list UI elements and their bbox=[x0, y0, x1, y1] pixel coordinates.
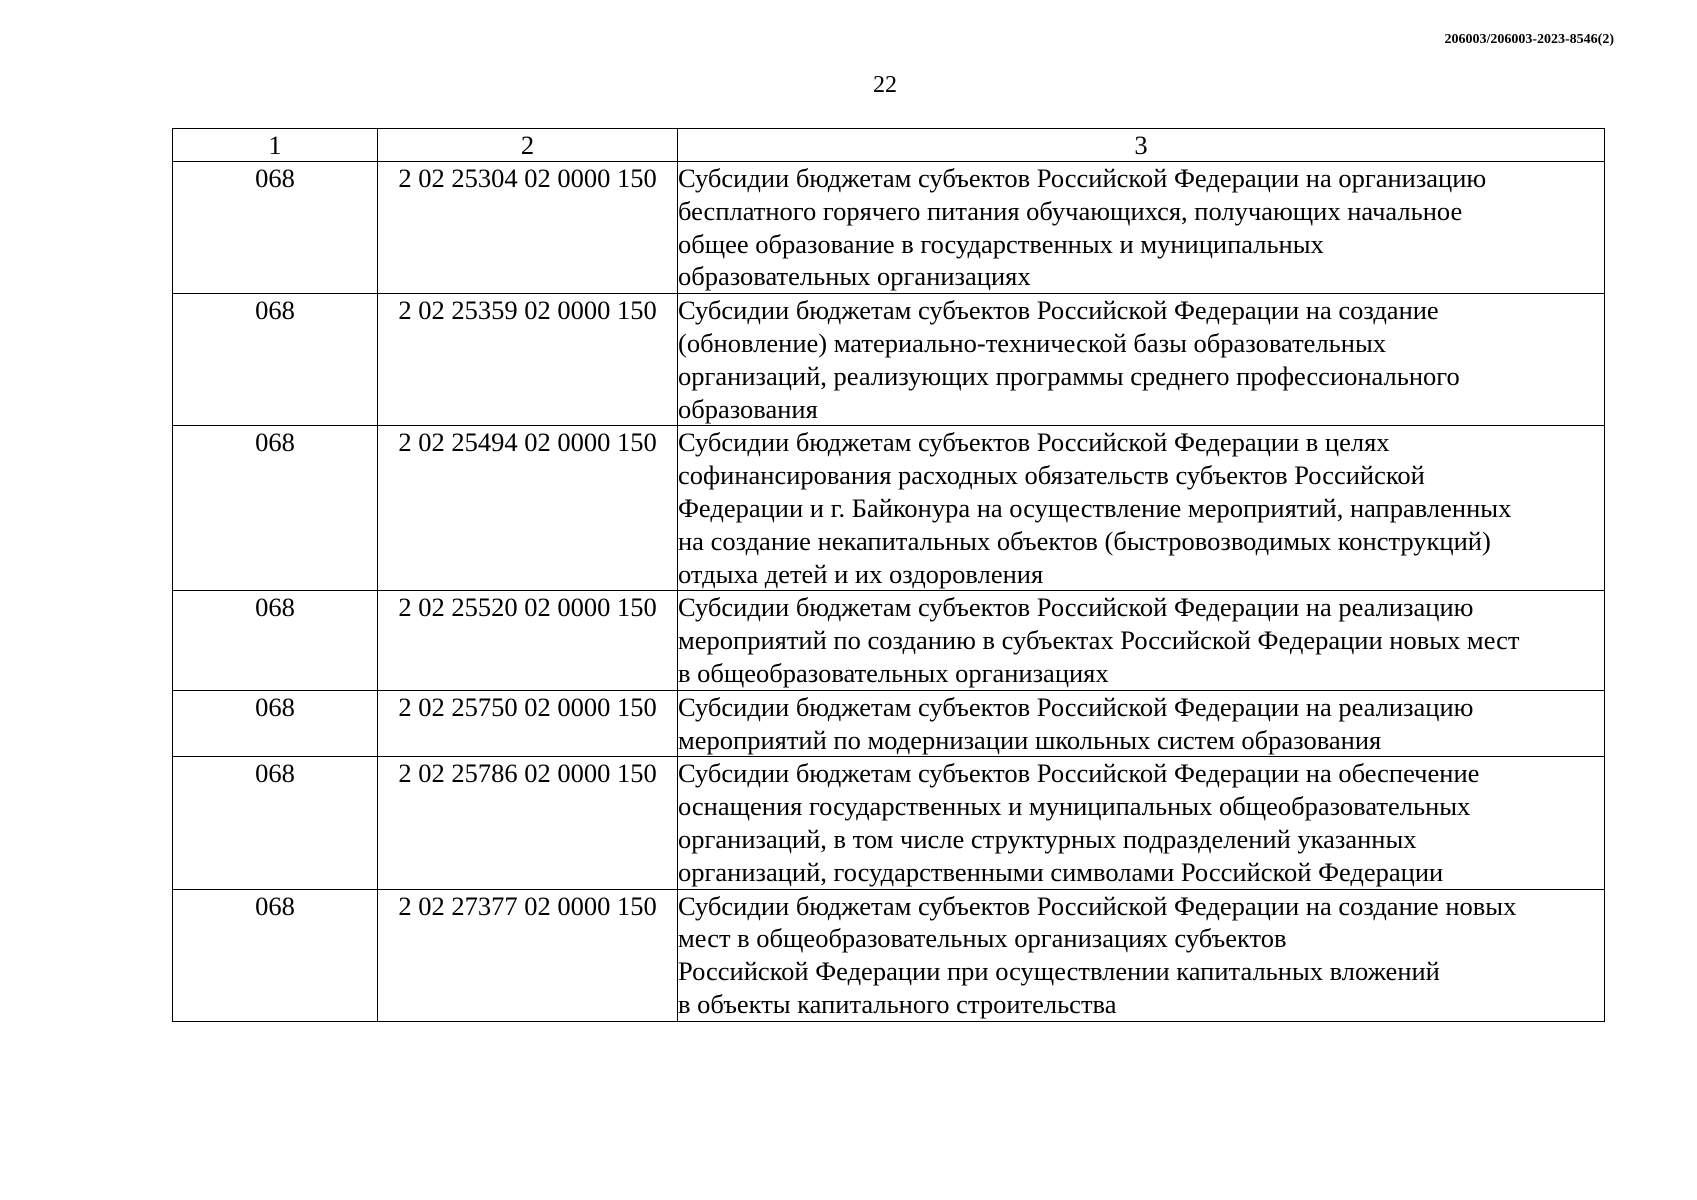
budget-classification-code-cell: 2 02 27377 02 0000 150 bbox=[378, 889, 678, 1021]
admin-code-cell: 068 bbox=[173, 757, 378, 889]
table-row bbox=[173, 162, 1605, 294]
budget-classification-code-cell: 2 02 25359 02 0000 150 bbox=[378, 294, 678, 426]
admin-code-cell: 068 bbox=[173, 426, 378, 591]
admin-code-cell: 068 bbox=[173, 889, 378, 1021]
budget-classification-code-cell: 2 02 25520 02 0000 150 bbox=[378, 591, 678, 690]
description-line: (обновление) материально-технической базы образовательных bbox=[678, 327, 1386, 358]
page-number: 22 bbox=[873, 72, 897, 98]
table-row bbox=[173, 591, 1605, 690]
description-line: отдыха детей и их оздоровления bbox=[678, 558, 1044, 589]
admin-code-cell: 068 bbox=[173, 162, 378, 294]
admin-code-cell: 068 bbox=[173, 591, 378, 690]
description-line: организаций, в том числе структурных подразделений указанных bbox=[678, 823, 1417, 854]
description-cell bbox=[678, 757, 1605, 889]
description-cell bbox=[678, 690, 1605, 757]
budget-classification-code-cell: 2 02 25750 02 0000 150 bbox=[378, 690, 678, 757]
description-line: на создание некапитальных объектов (быстровозводимых конструкций) bbox=[678, 525, 1491, 556]
description-cell bbox=[678, 591, 1605, 690]
description-cell bbox=[678, 889, 1605, 1021]
description-line: Субсидии бюджетам субъектов Российской Федерации в целях bbox=[678, 427, 1390, 458]
budget-classification-code-cell: 2 02 25494 02 0000 150 bbox=[378, 426, 678, 591]
description-line: Субсидии бюджетам субъектов Российской Федерации на организацию bbox=[678, 163, 1487, 193]
description-line: Субсидии бюджетам субъектов Российской Федерации на создание bbox=[678, 295, 1439, 326]
description-line: мест в общеобразовательных организациях субъектов bbox=[678, 923, 1287, 954]
description-line: образовательных организациях bbox=[678, 261, 1031, 292]
description-line: бесплатного горячего питания обучающихся, получающих начальное bbox=[678, 195, 1463, 226]
description-line: в общеобразовательных организациях bbox=[678, 657, 1109, 688]
description-line: организаций, реализующих программы среднего профессионального bbox=[678, 360, 1460, 391]
description-line: организаций, государственными символами Российской Федерации bbox=[678, 856, 1444, 887]
budget-classification-code-cell: 2 02 25304 02 0000 150 bbox=[378, 162, 678, 294]
table-row bbox=[173, 294, 1605, 426]
column-header-1: 1 bbox=[173, 129, 378, 162]
description-line: мероприятий по созданию в субъектах Российской Федерации новых мест bbox=[678, 625, 1520, 656]
description-line: Федерации и г. Байконура на осуществление мероприятий, направленных bbox=[678, 492, 1512, 523]
table-row bbox=[173, 889, 1605, 1021]
description-line: образования bbox=[678, 393, 818, 424]
description-line: Субсидии бюджетам субъектов Российской Федерации на создание новых bbox=[678, 890, 1517, 921]
description-line: Российской Федерации при осуществлении капитальных вложений bbox=[678, 956, 1440, 987]
column-header-3: 3 bbox=[678, 129, 1605, 162]
admin-code-cell: 068 bbox=[173, 294, 378, 426]
budget-classification-code-cell: 2 02 25786 02 0000 150 bbox=[378, 757, 678, 889]
table-row bbox=[173, 757, 1605, 889]
description-line: в объекты капитального строительства bbox=[678, 988, 1117, 1019]
description-cell bbox=[678, 294, 1605, 426]
table-row bbox=[173, 690, 1605, 757]
budget-codes-table bbox=[172, 128, 1605, 1022]
admin-code-cell: 068 bbox=[173, 690, 378, 757]
description-line: общее образование в государственных и муниципальных bbox=[678, 228, 1324, 259]
description-cell bbox=[678, 426, 1605, 591]
description-line: мероприятий по модернизации школьных систем образования bbox=[678, 724, 1382, 755]
table-row bbox=[173, 426, 1605, 591]
document-id: 206003/206003-2023-8546(2) bbox=[1444, 32, 1614, 47]
table-body bbox=[173, 162, 1605, 1022]
description-cell bbox=[678, 162, 1605, 294]
description-line: Субсидии бюджетам субъектов Российской Федерации на реализацию bbox=[678, 592, 1474, 623]
description-line: Субсидии бюджетам субъектов Российской Федерации на реализацию bbox=[678, 691, 1474, 722]
description-line: Субсидии бюджетам субъектов Российской Федерации на обеспечение bbox=[678, 758, 1480, 789]
description-line: оснащения государственных и муниципальных общеобразовательных bbox=[678, 791, 1471, 822]
description-line: софинансирования расходных обязательств субъектов Российской bbox=[678, 460, 1425, 491]
table-header-row bbox=[173, 129, 1605, 162]
column-header-2: 2 bbox=[378, 129, 678, 162]
